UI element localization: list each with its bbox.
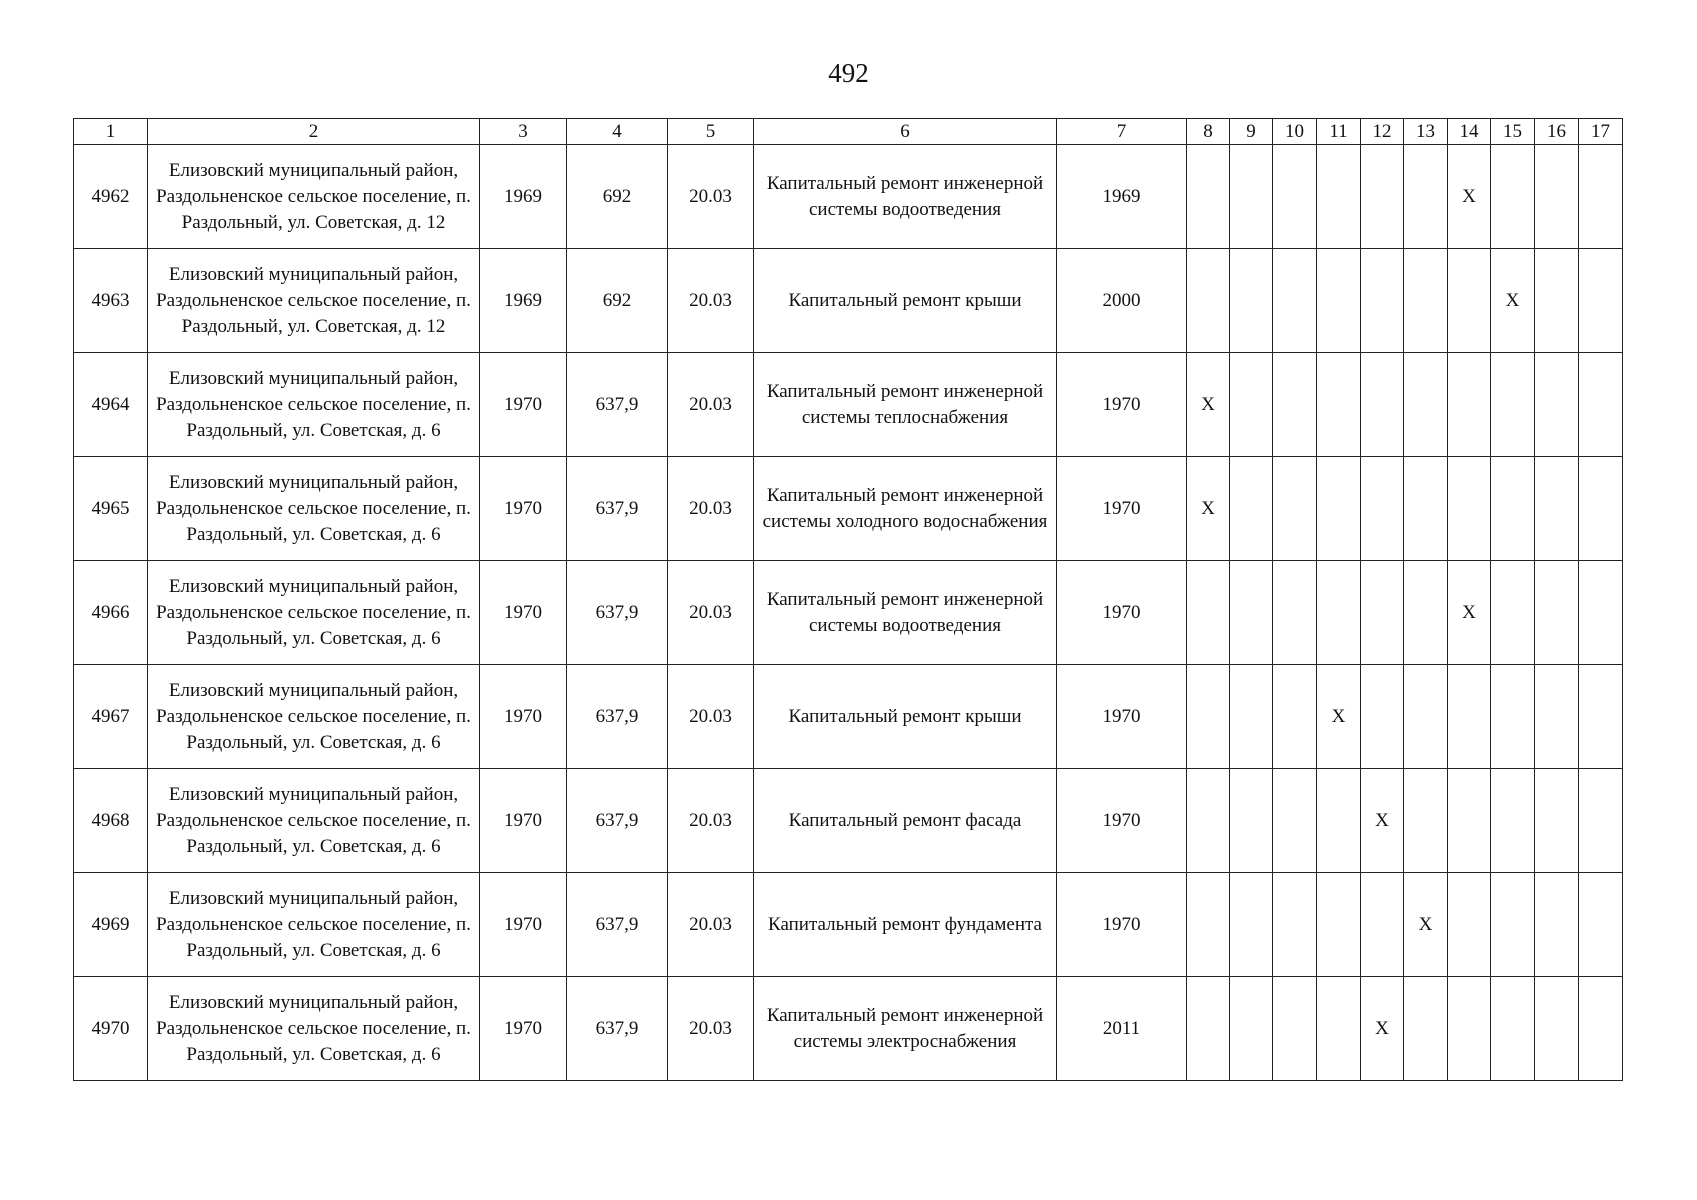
mark-cell-col-9 [1230, 457, 1273, 561]
column-header-6: 6 [754, 119, 1057, 145]
row-number-cell: 4965 [74, 457, 148, 561]
mark-cell-col-8 [1187, 769, 1230, 873]
year-built-cell: 1969 [480, 145, 567, 249]
table-row [74, 665, 1623, 769]
mark-cell-col-9 [1230, 977, 1273, 1081]
mark-cell-col-12 [1361, 873, 1404, 977]
area-cell: 637,9 [567, 977, 668, 1081]
mark-cell-col-16 [1535, 457, 1579, 561]
address-cell: Елизовский муниципальный район, Раздольненское сельское поселение, п. Раздольный, ул. Советская, д. 6 [148, 977, 480, 1081]
address-cell: Елизовский муниципальный район, Раздольненское сельское поселение, п. Раздольный, ул. Советская, д. 12 [148, 249, 480, 353]
year-built-cell: 1970 [480, 353, 567, 457]
year-cell: 1969 [1057, 145, 1187, 249]
mark-cell-col-10 [1273, 145, 1317, 249]
mark-cell-col-15 [1491, 353, 1535, 457]
area-cell: 637,9 [567, 873, 668, 977]
work-type-cell: Капитальный ремонт инженерной системы водоотведения [754, 561, 1057, 665]
year-cell: 1970 [1057, 769, 1187, 873]
page-number: 492 [828, 58, 869, 88]
mark-cell-col-9 [1230, 873, 1273, 977]
mark-cell-col-15: X [1491, 249, 1535, 353]
mark-cell-col-8 [1187, 873, 1230, 977]
mark-cell-col-15 [1491, 145, 1535, 249]
code-cell: 20.03 [668, 769, 754, 873]
work-type-cell: Капитальный ремонт инженерной системы холодного водоснабжения [754, 457, 1057, 561]
table-row [74, 769, 1623, 873]
mark-cell-col-12: X [1361, 977, 1404, 1081]
mark-cell-col-15 [1491, 561, 1535, 665]
mark-cell-col-14 [1448, 977, 1491, 1081]
year-built-cell: 1970 [480, 561, 567, 665]
table-row [74, 353, 1623, 457]
column-header-13: 13 [1404, 119, 1448, 145]
column-header-8: 8 [1187, 119, 1230, 145]
address-cell: Елизовский муниципальный район, Раздольненское сельское поселение, п. Раздольный, ул. Советская, д. 6 [148, 457, 480, 561]
mark-cell-col-17 [1579, 353, 1623, 457]
column-header-14: 14 [1448, 119, 1491, 145]
mark-cell-col-13 [1404, 353, 1448, 457]
mark-cell-col-9 [1230, 561, 1273, 665]
work-type-cell: Капитальный ремонт инженерной системы водоотведения [754, 145, 1057, 249]
work-type-cell: Капитальный ремонт фундамента [754, 873, 1057, 977]
mark-cell-col-10 [1273, 353, 1317, 457]
mark-cell-col-14 [1448, 873, 1491, 977]
mark-cell-col-12 [1361, 561, 1404, 665]
code-cell: 20.03 [668, 145, 754, 249]
mark-cell-col-13 [1404, 561, 1448, 665]
year-built-cell: 1970 [480, 873, 567, 977]
mark-cell-col-12 [1361, 145, 1404, 249]
mark-cell-col-10 [1273, 561, 1317, 665]
year-cell: 1970 [1057, 873, 1187, 977]
mark-cell-col-14 [1448, 249, 1491, 353]
table-row [74, 561, 1623, 665]
mark-cell-col-16 [1535, 665, 1579, 769]
mark-cell-col-11: X [1317, 665, 1361, 769]
work-type-cell: Капитальный ремонт фасада [754, 769, 1057, 873]
year-cell: 1970 [1057, 665, 1187, 769]
mark-cell-col-14: X [1448, 561, 1491, 665]
work-type-cell: Капитальный ремонт инженерной системы электроснабжения [754, 977, 1057, 1081]
row-number-cell: 4962 [74, 145, 148, 249]
year-cell: 2011 [1057, 977, 1187, 1081]
mark-cell-col-8 [1187, 665, 1230, 769]
mark-cell-col-17 [1579, 145, 1623, 249]
mark-cell-col-14 [1448, 769, 1491, 873]
mark-cell-col-11 [1317, 249, 1361, 353]
row-number-cell: 4966 [74, 561, 148, 665]
mark-cell-col-8 [1187, 249, 1230, 353]
column-header-17: 17 [1579, 119, 1623, 145]
mark-cell-col-13 [1404, 145, 1448, 249]
work-type-cell: Капитальный ремонт крыши [754, 665, 1057, 769]
table-row [74, 977, 1623, 1081]
year-cell: 1970 [1057, 353, 1187, 457]
mark-cell-col-16 [1535, 145, 1579, 249]
mark-cell-col-10 [1273, 665, 1317, 769]
work-type-cell: Капитальный ремонт инженерной системы теплоснабжения [754, 353, 1057, 457]
mark-cell-col-11 [1317, 769, 1361, 873]
mark-cell-col-13 [1404, 665, 1448, 769]
column-header-7: 7 [1057, 119, 1187, 145]
year-cell: 1970 [1057, 561, 1187, 665]
row-number-cell: 4963 [74, 249, 148, 353]
mark-cell-col-8 [1187, 561, 1230, 665]
code-cell: 20.03 [668, 873, 754, 977]
year-built-cell: 1970 [480, 769, 567, 873]
code-cell: 20.03 [668, 977, 754, 1081]
year-built-cell: 1969 [480, 249, 567, 353]
area-cell: 637,9 [567, 561, 668, 665]
mark-cell-col-11 [1317, 457, 1361, 561]
mark-cell-col-8 [1187, 977, 1230, 1081]
mark-cell-col-12 [1361, 353, 1404, 457]
table-row [74, 145, 1623, 249]
mark-cell-col-16 [1535, 353, 1579, 457]
table-row [74, 457, 1623, 561]
year-cell: 2000 [1057, 249, 1187, 353]
mark-cell-col-15 [1491, 665, 1535, 769]
mark-cell-col-17 [1579, 769, 1623, 873]
mark-cell-col-12: X [1361, 769, 1404, 873]
mark-cell-col-14 [1448, 457, 1491, 561]
row-number-cell: 4969 [74, 873, 148, 977]
column-header-3: 3 [480, 119, 567, 145]
mark-cell-col-9 [1230, 249, 1273, 353]
column-header-15: 15 [1491, 119, 1535, 145]
mark-cell-col-15 [1491, 769, 1535, 873]
code-cell: 20.03 [668, 353, 754, 457]
column-header-4: 4 [567, 119, 668, 145]
mark-cell-col-11 [1317, 873, 1361, 977]
mark-cell-col-13 [1404, 249, 1448, 353]
table-row [74, 873, 1623, 977]
mark-cell-col-11 [1317, 977, 1361, 1081]
year-built-cell: 1970 [480, 665, 567, 769]
column-header-2: 2 [148, 119, 480, 145]
column-header-12: 12 [1361, 119, 1404, 145]
work-type-cell: Капитальный ремонт крыши [754, 249, 1057, 353]
header-row [74, 119, 1623, 145]
mark-cell-col-11 [1317, 561, 1361, 665]
column-header-16: 16 [1535, 119, 1579, 145]
code-cell: 20.03 [668, 249, 754, 353]
mark-cell-col-12 [1361, 665, 1404, 769]
table-row [74, 249, 1623, 353]
mark-cell-col-11 [1317, 353, 1361, 457]
mark-cell-col-13 [1404, 769, 1448, 873]
mark-cell-col-10 [1273, 249, 1317, 353]
column-header-10: 10 [1273, 119, 1317, 145]
year-built-cell: 1970 [480, 457, 567, 561]
address-cell: Елизовский муниципальный район, Раздольненское сельское поселение, п. Раздольный, ул. Советская, д. 6 [148, 561, 480, 665]
area-cell: 692 [567, 145, 668, 249]
mark-cell-col-14: X [1448, 145, 1491, 249]
row-number-cell: 4964 [74, 353, 148, 457]
row-number-cell: 4968 [74, 769, 148, 873]
area-cell: 637,9 [567, 457, 668, 561]
row-number-cell: 4967 [74, 665, 148, 769]
mark-cell-col-17 [1579, 457, 1623, 561]
column-header-5: 5 [668, 119, 754, 145]
mark-cell-col-11 [1317, 145, 1361, 249]
address-cell: Елизовский муниципальный район, Раздольненское сельское поселение, п. Раздольный, ул. Советская, д. 12 [148, 145, 480, 249]
address-cell: Елизовский муниципальный район, Раздольненское сельское поселение, п. Раздольный, ул. Советская, д. 6 [148, 873, 480, 977]
code-cell: 20.03 [668, 561, 754, 665]
mark-cell-col-8 [1187, 145, 1230, 249]
capital-repair-table [73, 118, 1623, 1081]
mark-cell-col-10 [1273, 457, 1317, 561]
mark-cell-col-9 [1230, 665, 1273, 769]
mark-cell-col-16 [1535, 873, 1579, 977]
area-cell: 692 [567, 249, 668, 353]
mark-cell-col-10 [1273, 977, 1317, 1081]
address-cell: Елизовский муниципальный район, Раздольненское сельское поселение, п. Раздольный, ул. Советская, д. 6 [148, 353, 480, 457]
mark-cell-col-10 [1273, 769, 1317, 873]
table-body [74, 145, 1623, 1081]
mark-cell-col-17 [1579, 561, 1623, 665]
mark-cell-col-15 [1491, 457, 1535, 561]
year-built-cell: 1970 [480, 977, 567, 1081]
code-cell: 20.03 [668, 457, 754, 561]
mark-cell-col-13 [1404, 457, 1448, 561]
mark-cell-col-15 [1491, 873, 1535, 977]
mark-cell-col-16 [1535, 769, 1579, 873]
mark-cell-col-9 [1230, 145, 1273, 249]
mark-cell-col-16 [1535, 977, 1579, 1081]
area-cell: 637,9 [567, 769, 668, 873]
mark-cell-col-13 [1404, 977, 1448, 1081]
row-number-cell: 4970 [74, 977, 148, 1081]
code-cell: 20.03 [668, 665, 754, 769]
mark-cell-col-17 [1579, 665, 1623, 769]
area-cell: 637,9 [567, 665, 668, 769]
column-header-11: 11 [1317, 119, 1361, 145]
mark-cell-col-12 [1361, 249, 1404, 353]
mark-cell-col-12 [1361, 457, 1404, 561]
mark-cell-col-10 [1273, 873, 1317, 977]
area-cell: 637,9 [567, 353, 668, 457]
mark-cell-col-8: X [1187, 457, 1230, 561]
mark-cell-col-16 [1535, 249, 1579, 353]
mark-cell-col-17 [1579, 873, 1623, 977]
mark-cell-col-14 [1448, 353, 1491, 457]
mark-cell-col-8: X [1187, 353, 1230, 457]
mark-cell-col-16 [1535, 561, 1579, 665]
year-cell: 1970 [1057, 457, 1187, 561]
mark-cell-col-13: X [1404, 873, 1448, 977]
mark-cell-col-15 [1491, 977, 1535, 1081]
mark-cell-col-9 [1230, 769, 1273, 873]
address-cell: Елизовский муниципальный район, Раздольненское сельское поселение, п. Раздольный, ул. Советская, д. 6 [148, 665, 480, 769]
column-header-9: 9 [1230, 119, 1273, 145]
address-cell: Елизовский муниципальный район, Раздольненское сельское поселение, п. Раздольный, ул. Советская, д. 6 [148, 769, 480, 873]
mark-cell-col-9 [1230, 353, 1273, 457]
mark-cell-col-14 [1448, 665, 1491, 769]
column-header-1: 1 [74, 119, 148, 145]
mark-cell-col-17 [1579, 977, 1623, 1081]
mark-cell-col-17 [1579, 249, 1623, 353]
